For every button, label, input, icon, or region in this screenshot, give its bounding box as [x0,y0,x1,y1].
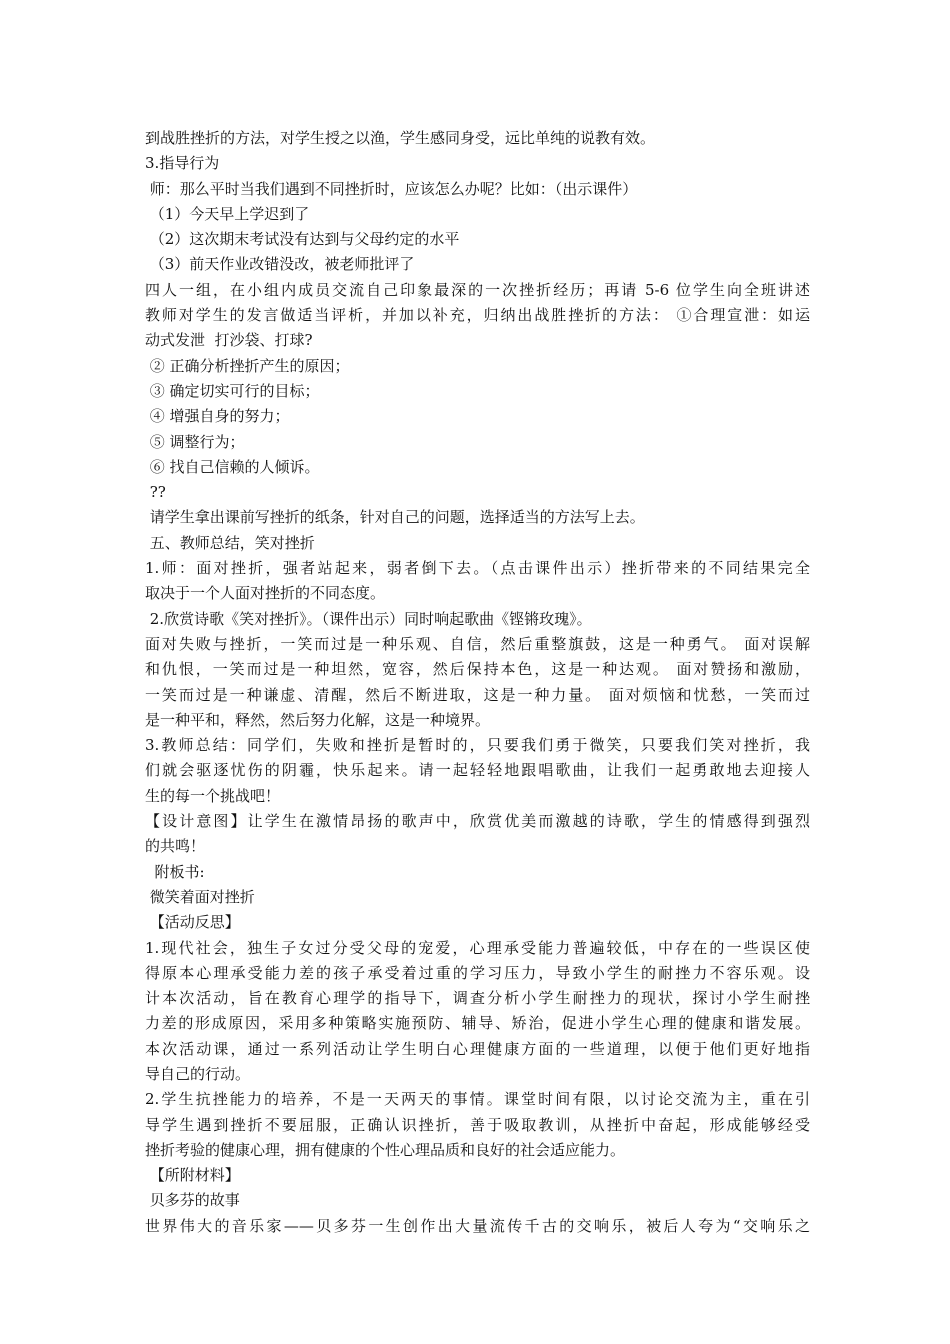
text-line: 请学生拿出课前写挫折的纸条，针对自己的问题，选择适当的方法写上去。 [145,508,645,527]
text-line: 世界伟大的音乐家——贝多芬一生创作出大量流传千古的交响乐，被后人夸为“交响乐之 [145,1216,810,1235]
text-line: 和仇恨，一笑而过是一种坦然，宽容，然后保持本色，这是一种达观。 面对赞扬和激励， [145,660,810,679]
text-line: 们就会驱逐忧伤的阴霾，快乐起来。请一起轻轻地跟唱歌曲，让我们一起勇敢地去迎接人 [145,761,810,780]
text-line: 3.教师总结：同学们，失败和挫折是暂时的，只要我们勇于微笑，只要我们笑对挫折，我 [145,736,810,755]
text-line: 到战胜挫折的方法，对学生授之以渔，学生感同身受，远比单纯的说教有效。 [145,129,656,147]
text-line: 生的每一个挑战吧！ [145,786,281,805]
text-line: 计本次活动，旨在教育心理学的指导下，调查分析小学生耐挫力的现状，探讨小学生耐挫 [145,989,810,1008]
text-line: 2.学生抗挫能力的培养，不是一天两天的事情。课堂时间有限，以讨论交流为主，重在引 [145,1090,810,1109]
list-item: ④ 增强自身的努力； [145,407,290,426]
text-line: 师：那么平时当我们遇到不同挫折时，应该怎么办呢？比如：（出示课件） [145,179,638,198]
text-line: 得原本心理承受能力差的孩子承受着过重的学习压力，导致小学生的耐挫力不容乐观。设 [145,963,810,982]
text-line: 导自己的行动。 [145,1064,251,1083]
list-item: ② 正确分析挫折产生的原因； [145,356,350,375]
section-heading: 【所附材料】 [145,1166,240,1185]
text-line: 本次活动课，通过一系列活动让学生明白心理健康方面的一些道理，以便于他们更好地指 [145,1039,810,1058]
section-heading: 五、教师总结，笑对挫折 [145,533,315,552]
list-item: ③ 确定切实可行的目标； [145,381,320,400]
text-line: 一笑而过是一种谦虚、清醒，然后不断进取，这是一种力量。 面对烦恼和忧愁，一笑而过 [145,685,810,704]
list-item: （1）今天早上学迟到了 [145,204,310,223]
section-heading: 3.指导行为 [145,154,220,173]
list-item: ⑤ 调整行为； [145,432,245,451]
text-line: 附板书: [145,862,205,881]
text-line: 教师对学生的发言做适当评析，并加以补充，归纳出战胜挫折的方法： ①合理宣泄：如运 [145,306,810,325]
text-line: 力差的形成原因，采用多种策略实施预防、辅导、矫治，促进小学生心理的健康和谐发展。 [145,1014,810,1033]
section-heading: 【活动反思】 [145,913,240,932]
text-line: 面对失败与挫折，一笑而过是一种乐观、自信，然后重整旗鼓，这是一种勇气。 面对误解 [145,634,810,653]
text-line: 贝多芬的故事 [145,1191,240,1210]
text-line: 四人一组，在小组内成员交流自己印象最深的一次挫折经历；再请 5-6 位学生向全班讲述 [145,280,810,299]
text-line: 1.师：面对挫折，强者站起来，弱者倒下去。（点击课件出示）挫折带来的不同结果完全 [145,559,810,578]
text-line: 1.现代社会，独生子女过分受父母的宠爱，心理承受能力普遍较低，中存在的一些误区使 [145,938,810,957]
text-line: 动式发泄 打沙袋、打球? [145,331,313,350]
text-line: 取决于一个人面对挫折的不同态度。 [145,584,386,603]
text-line: 的共鸣！ [145,837,206,856]
text-line: 是一种平和，释然，然后努力化解，这是一种境界。 [145,710,491,729]
text-line: 【设计意图】让学生在激情昂扬的歌声中，欣赏优美而激越的诗歌，学生的情感得到强烈 [145,812,810,831]
list-item: （3）前天作业改错没改，被老师批评了 [145,255,415,274]
document-page [145,126,810,1239]
text-line: 2.欣赏诗歌《笑对挫折》。（课件出示）同时响起歌曲《铿锵玫瑰》。 [145,609,592,628]
text-line: 挫折考验的健康心理，拥有健康的个性心理品质和良好的社会适应能力。 [145,1140,626,1159]
text-line: 微笑着面对挫折 [145,887,255,906]
text-line: ?? [145,483,166,502]
list-item: （2）这次期末考试没有达到与父母约定的水平 [145,230,460,249]
list-item: ⑥ 找自己信赖的人倾诉。 [145,457,320,476]
text-line: 导学生遇到挫折不要屈服，正确认识挫折，善于吸取教训，从挫折中奋起，形成能够经受 [145,1115,810,1134]
